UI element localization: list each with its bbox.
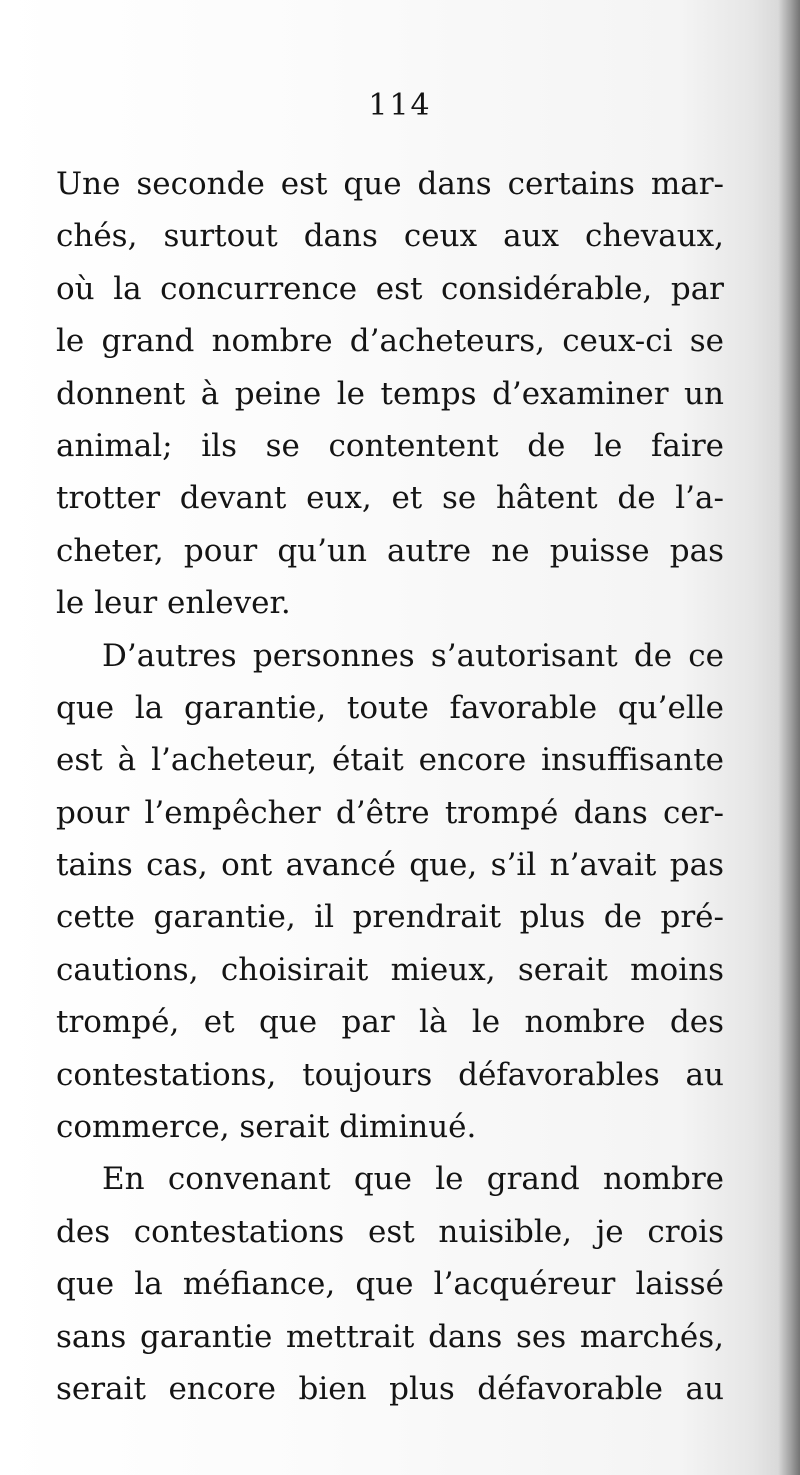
text-line: cheter, pour qu’un autre ne puisse pas xyxy=(56,532,724,569)
text-line: tains cas, ont avancé que, s’il n’avait pas xyxy=(56,847,724,884)
text-line: le grand nombre d’acheteurs, ceux-ci se xyxy=(56,323,724,360)
text-line: trotter devant eux, et se hâtent de l’a- xyxy=(56,480,724,517)
text-line: cautions, choisirait mieux, serait moins xyxy=(56,951,724,988)
binding-edge xyxy=(778,0,800,1475)
paragraph-1 xyxy=(56,158,724,630)
text-line: chés, surtout dans ceux aux chevaux, xyxy=(56,218,724,255)
text-line: trompé, et que par là le nombre des xyxy=(56,1004,724,1041)
text-line: sans garantie mettrait dans ses marchés, xyxy=(56,1318,724,1355)
text-line: Une seconde est que dans certains mar- xyxy=(56,166,724,202)
text-line: serait encore bien plus défavorable au xyxy=(56,1370,724,1407)
text-line: En convenant que le grand nombre xyxy=(102,1161,724,1198)
text-line: cette garantie, il prendrait plus de pré- xyxy=(56,899,724,936)
text-line: contestations, toujours défavorables au xyxy=(56,1056,724,1093)
text-line: D’autres personnes s’autorisant de ce xyxy=(102,637,724,674)
text-line: que la méfiance, que l’acquéreur laissé xyxy=(56,1266,724,1303)
text-line: animal; ils se contentent de le faire xyxy=(56,427,724,464)
body-text xyxy=(56,158,724,1415)
text-line: commerce, serait diminué. xyxy=(56,1109,477,1146)
paragraph-2 xyxy=(56,630,724,1154)
paragraph-3 xyxy=(56,1153,724,1415)
text-line: le leur enlever. xyxy=(56,585,291,622)
text-line: est à l’acheteur, était encore insuffisante xyxy=(56,742,724,779)
text-line: des contestations est nuisible, je crois xyxy=(56,1213,724,1250)
text-line: donnent à peine le temps d’examiner un xyxy=(56,375,724,412)
text-line: où la concurrence est considérable, par xyxy=(56,270,724,307)
text-line: pour l’empêcher d’être trompé dans cer- xyxy=(56,794,724,831)
page-number: 114 xyxy=(368,88,432,123)
text-line: que la garantie, toute favorable qu’elle xyxy=(56,689,724,726)
